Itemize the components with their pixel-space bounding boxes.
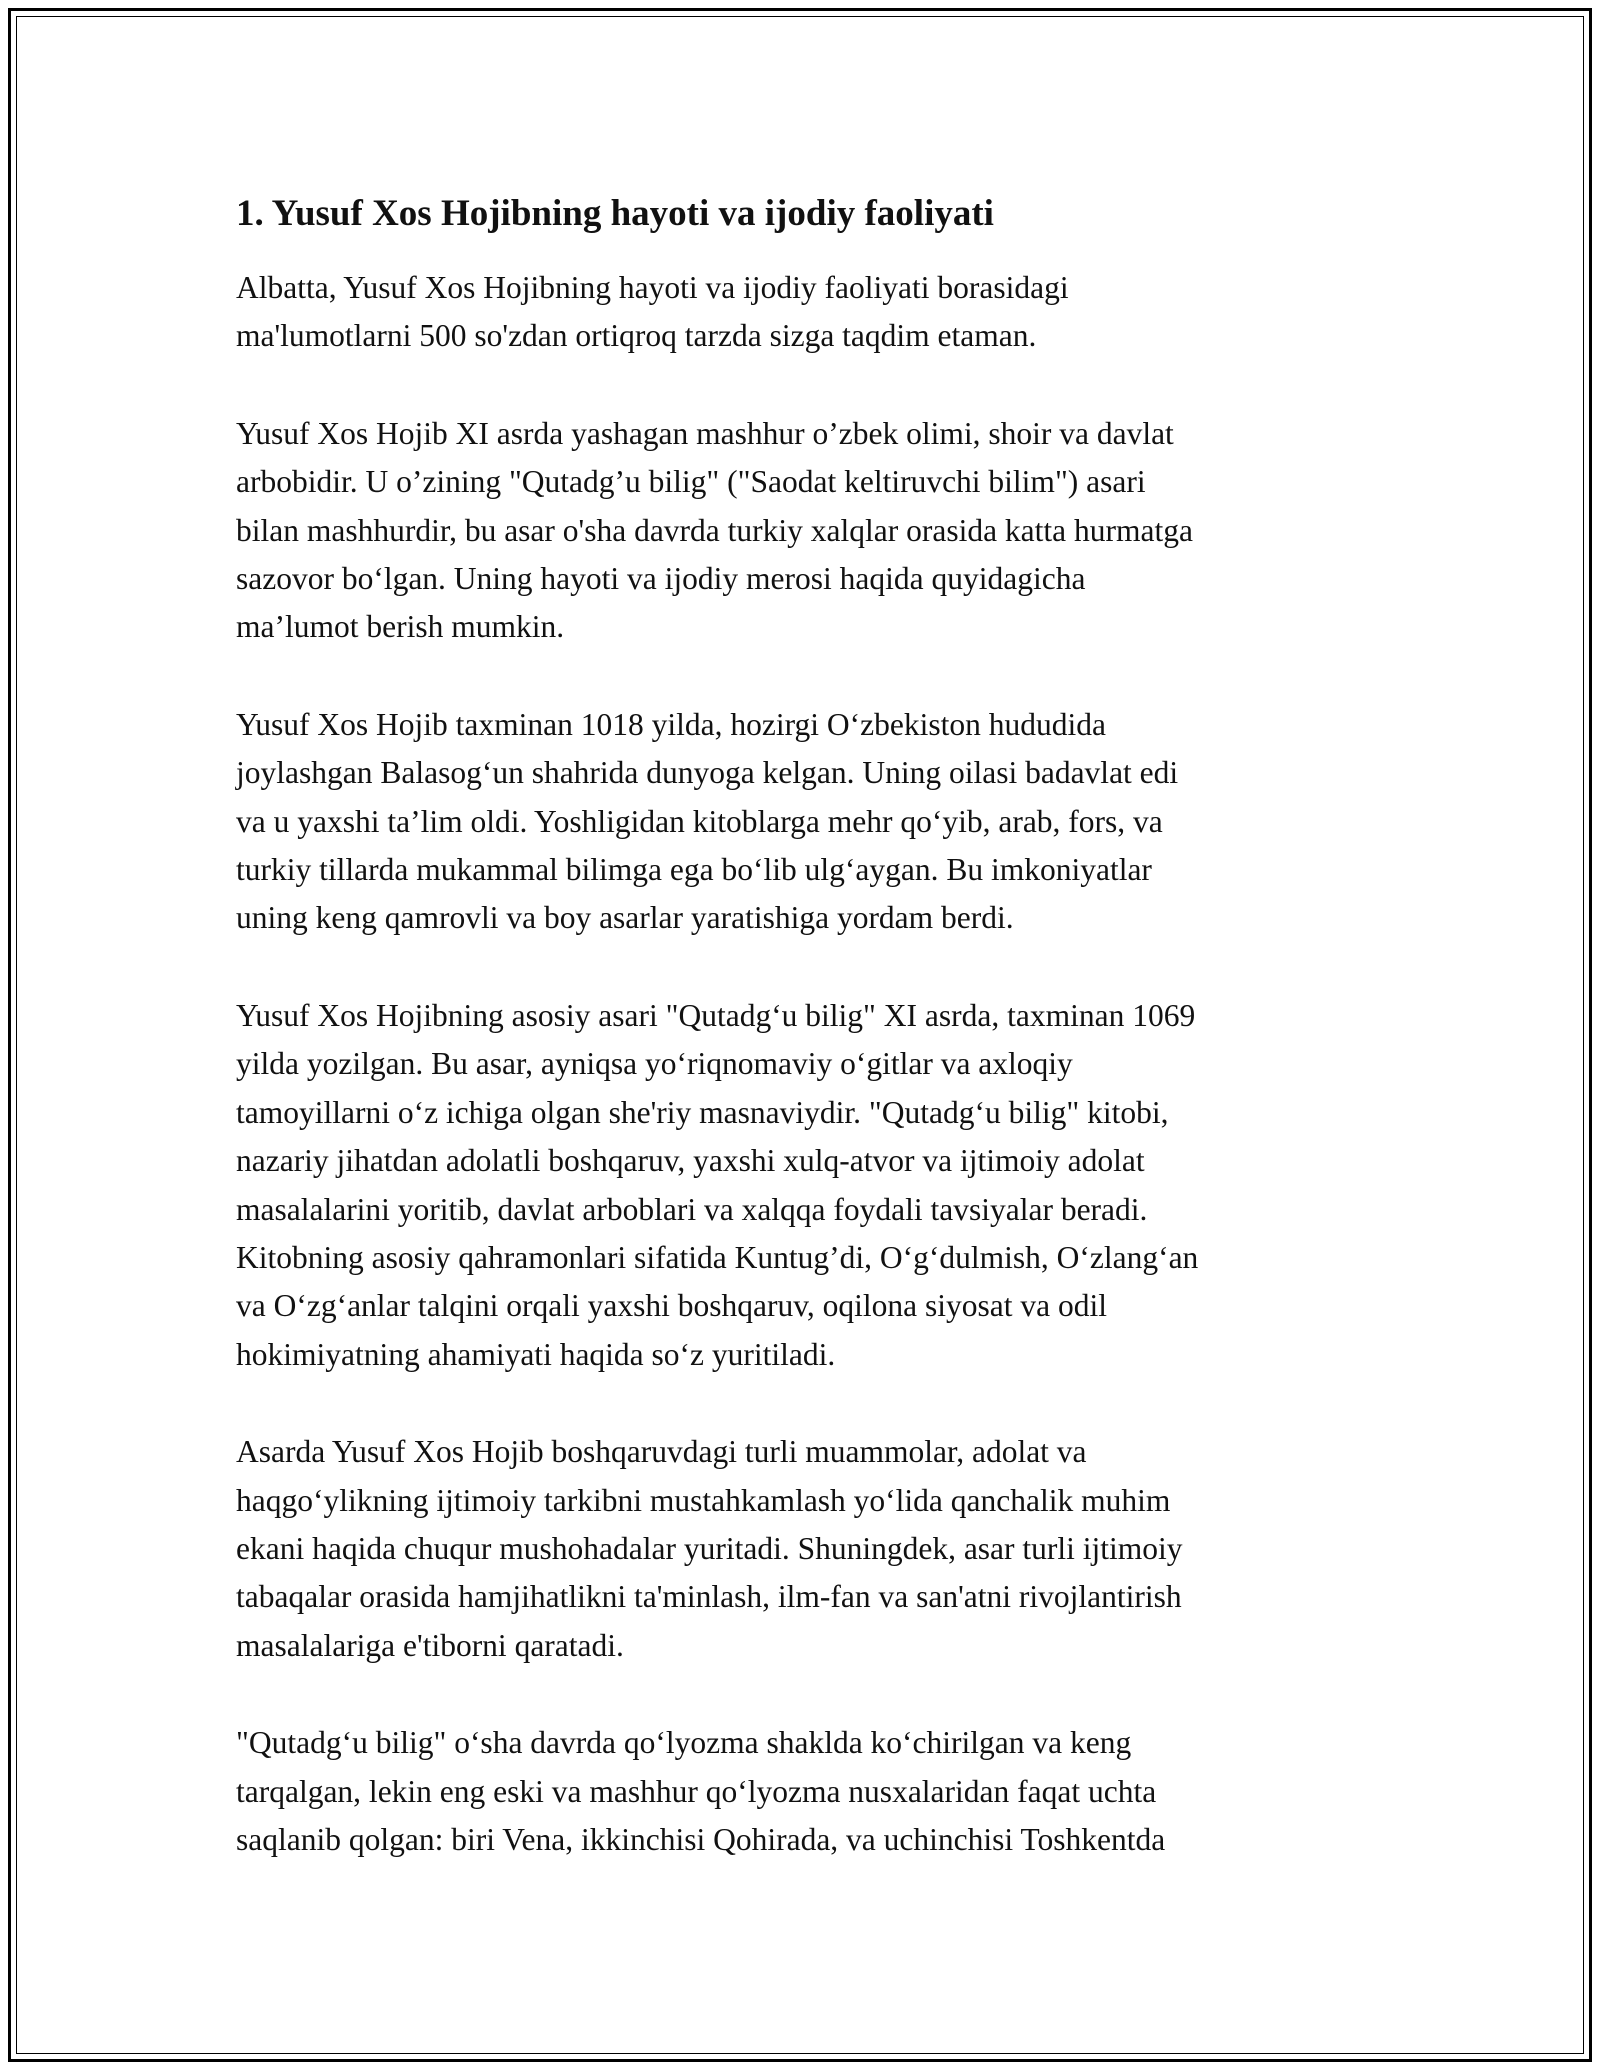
paragraph-biography-summary: Yusuf Xos Hojib XI asrda yashagan mashhur o’zbek olimi, shoir va davlat arbobidir. U o’zining "Qutadg’u bilig" ("Saodat keltiruvchi bilim") asari bilan mashhurdir, bu asar o'sha davrda turkiy xalqlar orasida katta hurmatga sazovor bo‘lgan. Uning hayoti va ijodiy merosi haqida quyidagicha ma’lumot berish mumkin.	[236, 415, 1193, 645]
paragraph-intro: Albatta, Yusuf Xos Hojibning hayoti va ijodiy faoliyati borasidagi ma'lumotlarni 500 so'zdan ortiqroq tarzda sizga taqdim etaman.	[236, 270, 1069, 354]
paragraph-early-life: Yusuf Xos Hojib taxminan 1018 yilda, hozirgi O‘zbekiston hududida joylashgan Balasog‘un shahrida dunyoga kelgan. Uning oilasi badavlat edi va u yaxshi ta’lim oldi. Yoshligidan kitoblarga mehr qo‘yib, arab, fors, va turkiy tillarda mukammal bilimga ega bo‘lib ulg‘aygan. Bu imkoniyatlar uning keng qamrovli va boy asarlar yaratishiga yordam berdi.	[236, 706, 1179, 936]
document-title: 1. Yusuf Xos Hojibning hayoti va ijodiy faoliyati	[236, 193, 994, 234]
paragraph-manuscripts: "Qutadg‘u bilig" o‘sha davrda qo‘lyozma shaklda ko‘chirilgan va keng tarqalgan, lekin eng eski va mashhur qo‘lyozma nusxalaridan faqat uchta saqlanib qolgan: biri Vena, ikkinchisi Qohirada, va uchinchisi Toshkentda	[236, 1725, 1166, 1857]
paragraph-main-work: Yusuf Xos Hojibning asosiy asari "Qutadg‘u bilig" XI asrda, taxminan 1069 yilda yozilgan. Bu asar, ayniqsa yo‘riqnomaviy o‘gitlar va axloqiy tamoyillarni o‘z ichiga olgan she'riy masnaviydir. "Qutadg‘u bilig" kitobi, nazariy jihatdan adolatli boshqaruv, yaxshi xulq-atvor va ijtimoiy adolat masalalarini yoritib, davlat arboblari va xalqqa foydali tavsiyalar beradi. Kitobning asosiy qahramonlari sifatida Kuntug’di, O‘g‘dulmish, O‘zlang‘an va O‘zg‘anlar talqini orqali yaxshi boshqaruv, oqilona siyosat va odil hokimiyatning ahamiyati haqida so‘z yuritiladi.	[236, 997, 1199, 1372]
paragraph-themes: Asarda Yusuf Xos Hojib boshqaruvdagi turli muammolar, adolat va haqgo‘ylikning ijtimoiy tarkibni mustahkamlash yo‘lida qanchalik muhim ekani haqida chuqur mushohadalar yuritadi. Shuningdek, asar turli ijtimoiy tabaqalar orasida hamjihatlikni ta'minlash, ilm-fan va san'atni rivojlantirish masalalariga e'tiborni qaratadi.	[236, 1434, 1183, 1663]
document-body	[236, 190, 1376, 1913]
